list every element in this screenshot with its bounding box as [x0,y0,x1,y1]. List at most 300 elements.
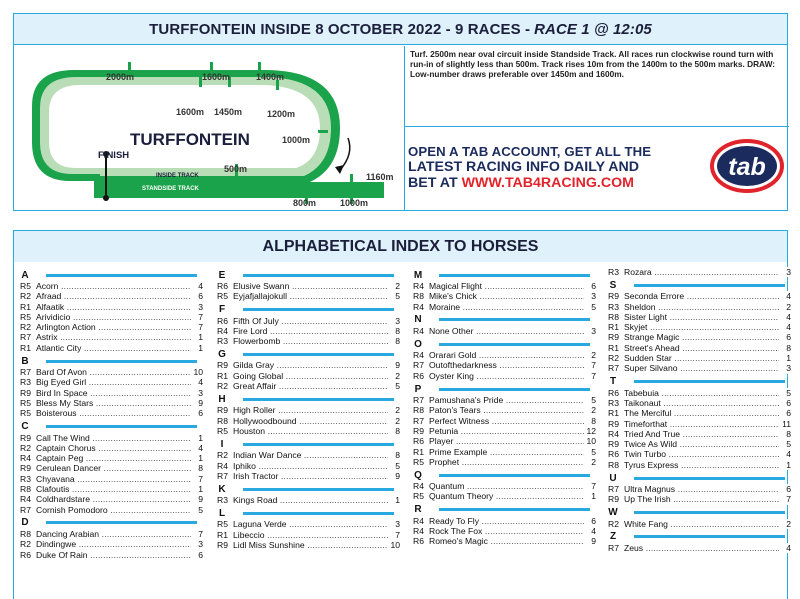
race-number: R7 [217,470,228,481]
horse-number: 10 [388,540,400,550]
horse-number: 9 [191,494,203,504]
index-column-3 [413,267,596,547]
race-number: R4 [608,428,619,439]
horse-number: 3 [584,291,596,301]
letter-divider [46,360,197,363]
horse-entry [608,408,791,418]
race-number: R3 [217,336,228,347]
letter-divider [634,535,785,538]
race-number: R9 [608,291,619,302]
horse-entry [20,322,203,332]
horse-entry [413,405,596,415]
letter-heading: H [218,393,226,405]
horse-entry [608,439,791,449]
horse-entry [20,505,203,515]
horse-entry [20,302,203,312]
race-number: R9 [20,432,31,443]
horse-name: Dindingwe ..... [36,539,191,549]
letter-divider [439,474,590,477]
horse-number: 7 [191,322,203,332]
horse-number: 6 [584,281,596,291]
horse-name: Street's Ahead ..... [624,343,779,353]
horse-entry [608,460,791,470]
horse-entry [413,426,596,436]
horse-entry [217,336,400,346]
horse-name: Going Global ..... [233,371,388,381]
letter-heading: K [218,483,226,495]
race-number: R9 [217,405,228,416]
letter-heading: O [414,338,422,350]
race-number: R3 [608,397,619,408]
horse-number: 1 [388,495,400,505]
horse-name: Captain Chorus ..... [36,443,191,453]
index-column-4 [608,267,791,553]
horse-number: 7 [584,371,596,381]
race-number: R6 [217,315,228,326]
horse-name: Skyjet ..... [624,322,779,332]
horse-name: Acorn ..... [36,281,191,291]
letter-header [20,355,203,367]
horse-number: 6 [779,484,791,494]
letter-heading: P [414,383,422,395]
horse-number: 6 [191,291,203,301]
race-number: R9 [20,387,31,398]
horse-name: Coldhardstare ..... [36,494,191,504]
letter-header [217,348,400,360]
horse-number: 5 [779,439,791,449]
horse-name: Quantum ..... [429,481,584,491]
horse-entry [608,449,791,459]
promo-line-2: LATEST RACING INFO DAILY AND [408,159,639,175]
track-notes: Turf. 2500m near oval circuit inside Standside Track. All races run clockwise round turn with run-in of slightly less than 500m. Track rises 10m from the 1400m to the 500m marks. DRAW: Low-number draws preferable over 1450m and 1600m. [410,49,776,79]
horse-entry [20,377,203,387]
horse-name: Cornish Pomodoro ..... [36,505,191,515]
letter-header [413,338,596,350]
horse-number: 3 [388,519,400,529]
letter-heading: A [21,269,29,281]
horse-number: 4 [191,281,203,291]
horse-name: Up The Irish ..... [624,494,779,504]
horse-name: Mike's Chick ..... [429,291,584,301]
horse-entry [608,543,791,553]
horse-number: 7 [191,529,203,539]
horse-name: None Other ..... [429,326,584,336]
horse-entry [413,447,596,457]
horse-number: 2 [584,350,596,360]
horse-name: Oyster King ..... [429,371,584,381]
letter-divider [243,274,394,277]
horse-name: Pamushana's Pride ..... [429,395,584,405]
horse-number: 11 [779,419,791,429]
letter-heading: D [21,517,29,529]
horse-name: Bird In Space ..... [36,388,191,398]
horse-number: 4 [584,526,596,536]
horse-name: Paton's Tears ..... [429,405,584,415]
horse-number: 6 [191,550,203,560]
letter-divider [634,380,785,383]
letter-heading: R [414,504,422,516]
race-number: R1 [217,529,228,540]
race-number: R7 [413,395,424,406]
horse-entry [413,350,596,360]
race-number: R5 [217,519,228,530]
panel-divider-horizontal [404,126,789,127]
horse-number: 5 [388,291,400,301]
horse-name: Great Affair ..... [233,381,388,391]
race-number: R4 [20,494,31,505]
race-number: R9 [608,439,619,450]
horse-number: 1 [191,453,203,463]
horse-name: Iphiko ..... [233,461,388,471]
horse-number: 2 [388,371,400,381]
race-number: R7 [413,415,424,426]
letter-divider [634,511,785,514]
horse-entry [413,281,596,291]
horse-entry [20,443,203,453]
horse-name: Captain Peg ..... [36,453,191,463]
horse-entry [217,461,400,471]
horse-number: 5 [584,447,596,457]
horse-entry [608,484,791,494]
horse-number: 1 [779,460,791,470]
race-number: R1 [608,322,619,333]
race-number: R7 [20,332,31,343]
horse-name: Twin Turbo ..... [624,449,779,459]
race-number: R9 [20,463,31,474]
horse-entry [20,463,203,473]
letter-heading: B [21,355,29,367]
letter-divider [439,388,590,391]
svg-text:tab: tab [728,153,766,181]
letter-divider [46,425,197,428]
horse-name: Bless My Stars ..... [36,398,191,408]
race-number: R7 [20,367,31,378]
horse-entry [608,343,791,353]
race-number: R1 [217,370,228,381]
race-number: R5 [217,291,228,302]
horse-name: Tabebuia ..... [624,388,779,398]
horse-entry [217,405,400,415]
horse-number: 8 [779,343,791,353]
horse-name: Flowerbomb ..... [233,336,388,346]
marker-800m: 800m [293,198,317,208]
horse-name: Sudden Star ..... [624,353,779,363]
race-time: RACE 1 @ 12:05 [534,20,652,38]
horse-name: Duke Of Rain ..... [36,550,191,560]
horse-name: Houston ..... [233,426,388,436]
horse-number: 3 [191,302,203,312]
horse-number: 7 [191,474,203,484]
race-number: R9 [217,540,228,551]
horse-entry [217,281,400,291]
horse-name: Astrix ..... [36,332,191,342]
race-number: R7 [608,363,619,374]
horse-number: 8 [388,450,400,460]
index-column-1 [20,267,203,560]
horse-entry [217,416,400,426]
horse-name: Rock The Fox ..... [429,526,584,536]
race-number: R8 [20,484,31,495]
race-number: R4 [20,453,31,464]
horse-number: 5 [584,395,596,405]
race-header-panel [13,13,788,211]
horse-number: 4 [191,443,203,453]
race-number: R2 [20,322,31,333]
horse-entry [20,494,203,504]
letter-heading: F [218,304,226,316]
race-number: R4 [413,350,424,361]
race-number: R4 [413,515,424,526]
horse-number: 3 [779,363,791,373]
horse-entry [217,316,400,326]
horse-number: 5 [779,388,791,398]
horse-entry [608,388,791,398]
horse-entry [608,302,791,312]
horse-name: Gilda Gray ..... [233,360,388,370]
race-number: R5 [20,397,31,408]
race-number: R2 [20,539,31,550]
letter-divider [243,488,394,491]
race-number: R7 [413,360,424,371]
letter-header [413,504,596,516]
horse-number: 1 [191,343,203,353]
letter-heading: E [218,269,226,281]
horse-name: Fire Lord ..... [233,326,388,336]
letter-heading: N [414,314,422,326]
marker-500m: 500m [224,164,248,174]
horse-entry [20,539,203,549]
letter-header [608,507,791,519]
horse-number: 8 [388,426,400,436]
horse-name: High Roller ..... [233,405,388,415]
horse-entry [217,360,400,370]
horse-entry [608,322,791,332]
letter-heading: W [608,507,618,519]
letter-header [608,531,791,543]
horse-name: Ready To Fly ..... [429,516,584,526]
race-number: R4 [413,526,424,537]
race-number: R6 [608,387,619,398]
horse-name: Alfaatik ..... [36,302,191,312]
horse-number: 2 [584,457,596,467]
letter-divider [439,508,590,511]
horse-entry [217,291,400,301]
letter-heading: T [609,376,617,388]
venue-name: TURFFONTEIN [130,130,250,149]
letter-divider [439,343,590,346]
horse-name: Fifth Of July ..... [233,316,388,326]
horse-number: 8 [388,326,400,336]
horse-name: Orarari Gold ..... [429,350,584,360]
horse-number: 1 [584,491,596,501]
race-number: R8 [20,528,31,539]
horse-name: Bard Of Avon ..... [36,367,191,377]
letter-divider [634,284,785,287]
horse-entry [608,363,791,373]
horse-name: Quantum Theory ..... [429,491,584,501]
horse-number: 1 [779,353,791,363]
race-number: R3 [608,301,619,312]
race-number: R7 [20,504,31,515]
horse-name: Petunia ..... [429,426,584,436]
horse-number: 9 [584,536,596,546]
marker-1200m: 1200m [267,109,296,119]
race-number: R6 [413,436,424,447]
race-number: R1 [20,342,31,353]
race-number: R6 [217,281,228,291]
horse-number: 5 [191,505,203,515]
horse-number: 7 [191,312,203,322]
horse-entry [413,516,596,526]
horse-name: Super Silvano ..... [624,363,779,373]
horse-number: 1 [191,433,203,443]
letter-divider [46,521,197,524]
horse-entry [608,353,791,363]
horse-name: Player ..... [429,436,584,446]
horse-number: 4 [779,291,791,301]
horse-name: Indian War Dance ..... [233,450,388,460]
finish-label: FINISH [98,150,130,161]
letter-header [217,507,400,519]
horse-entry [217,519,400,529]
horse-entry [217,495,400,505]
race-number: R8 [608,459,619,470]
letter-heading: L [218,507,226,519]
horse-name: Tried And True ..... [624,429,779,439]
race-number: R4 [413,481,424,492]
letter-header [413,269,596,281]
horse-name: Romeo's Magic ..... [429,536,584,546]
horse-number: 12 [584,426,596,436]
tab-logo [708,136,786,196]
race-number: R5 [413,491,424,502]
race-number: R3 [217,495,228,506]
horse-number: 9 [388,471,400,481]
horse-entry [20,367,203,377]
letter-header [413,383,596,395]
horse-name: Chyavana ..... [36,474,191,484]
race-number: R9 [217,360,228,371]
horse-name: Outofthedarkness ..... [429,360,584,370]
horse-entry [20,312,203,322]
horse-name: Arlington Action ..... [36,322,191,332]
horse-name: Strange Magic ..... [624,332,779,342]
letter-header [608,279,791,291]
horse-name: Seconda Errore ..... [624,291,779,301]
horse-number: 8 [584,416,596,426]
horse-number: 7 [584,481,596,491]
tab-website-link[interactable]: WWW.TAB4RACING.COM [461,175,634,191]
letter-header [20,517,203,529]
horse-entry [20,408,203,418]
horse-number: 3 [191,388,203,398]
horse-number: 9 [191,398,203,408]
horse-number: 2 [584,405,596,415]
race-number: R6 [608,449,619,460]
marker-1450m: 1450m [214,107,243,117]
horse-number: 1 [191,484,203,494]
race-number: R4 [217,460,228,471]
letter-divider [243,353,394,356]
promo-line-1: OPEN A TAB ACCOUNT, GET ALL THE [408,144,652,159]
letter-header [217,438,400,450]
horse-name: Libeccio ..... [233,530,388,540]
horse-name: Tyrus Express ..... [624,460,779,470]
horse-name: Moraine ..... [429,302,584,312]
race-number: R7 [608,484,619,495]
letter-header [217,269,400,281]
horse-name: Taikonaut ..... [624,398,779,408]
horse-name: White Fang ..... [624,519,779,529]
horse-entry [413,360,596,370]
horse-entry [20,281,203,291]
horse-entry [413,326,596,336]
horse-name: Perfect Witness ..... [429,416,584,426]
horse-entry [413,526,596,536]
horse-name: Magical Flight ..... [429,281,584,291]
horse-name: Sister Light ..... [624,312,779,322]
horse-number: 8 [388,336,400,346]
horse-entry [608,332,791,342]
horse-entry [20,388,203,398]
horse-name: Sheldon ..... [624,302,779,312]
horse-entry [413,457,596,467]
horse-number: 6 [191,408,203,418]
horse-number: 4 [779,322,791,332]
race-number: R3 [608,267,619,277]
horse-number: 4 [191,377,203,387]
horse-entry [608,419,791,429]
horse-entry [413,491,596,501]
standside-track-label: STANDSIDE TRACK [142,186,199,192]
letter-divider [243,308,394,311]
horse-entry [413,416,596,426]
race-number: R1 [608,342,619,353]
race-number: R6 [413,536,424,547]
index-title: ALPHABETICAL INDEX TO HORSES [262,237,539,255]
race-number: R9 [413,425,424,436]
horse-number: 5 [584,302,596,312]
horse-name: Laguna Verde ..... [233,519,388,529]
horse-name: Twice As Wild ..... [624,439,779,449]
tab-promo [408,144,698,191]
horse-number: 2 [388,405,400,415]
marker-1000m-straight: 1000m [340,198,369,208]
horse-name: Eyjafjallajokull ..... [233,291,388,301]
horse-name: Call The Wind ..... [36,433,191,443]
race-title: TURFFONTEIN INSIDE 8 OCTOBER 2022 - 9 RACES - [149,20,531,38]
horse-number: 9 [388,360,400,370]
letter-header [217,393,400,405]
horse-entry [608,429,791,439]
race-number: R2 [608,518,619,529]
race-number: R9 [608,418,619,429]
race-number: R5 [217,425,228,436]
horse-number: 2 [388,416,400,426]
horse-name: Hollywoodbound ..... [233,416,388,426]
marker-1000m-inner: 1000m [282,135,311,145]
horse-number: 2 [388,281,400,291]
letter-heading: Z [609,531,617,543]
race-number: R2 [217,381,228,392]
horse-name: Boisterous ..... [36,408,191,418]
promo-line-3-prefix: BET AT [408,175,458,191]
race-number: R2 [20,291,31,302]
horse-name: Irish Tractor ..... [233,471,388,481]
horse-number: 4 [779,543,791,553]
horse-entry [20,484,203,494]
track-map [14,46,404,211]
